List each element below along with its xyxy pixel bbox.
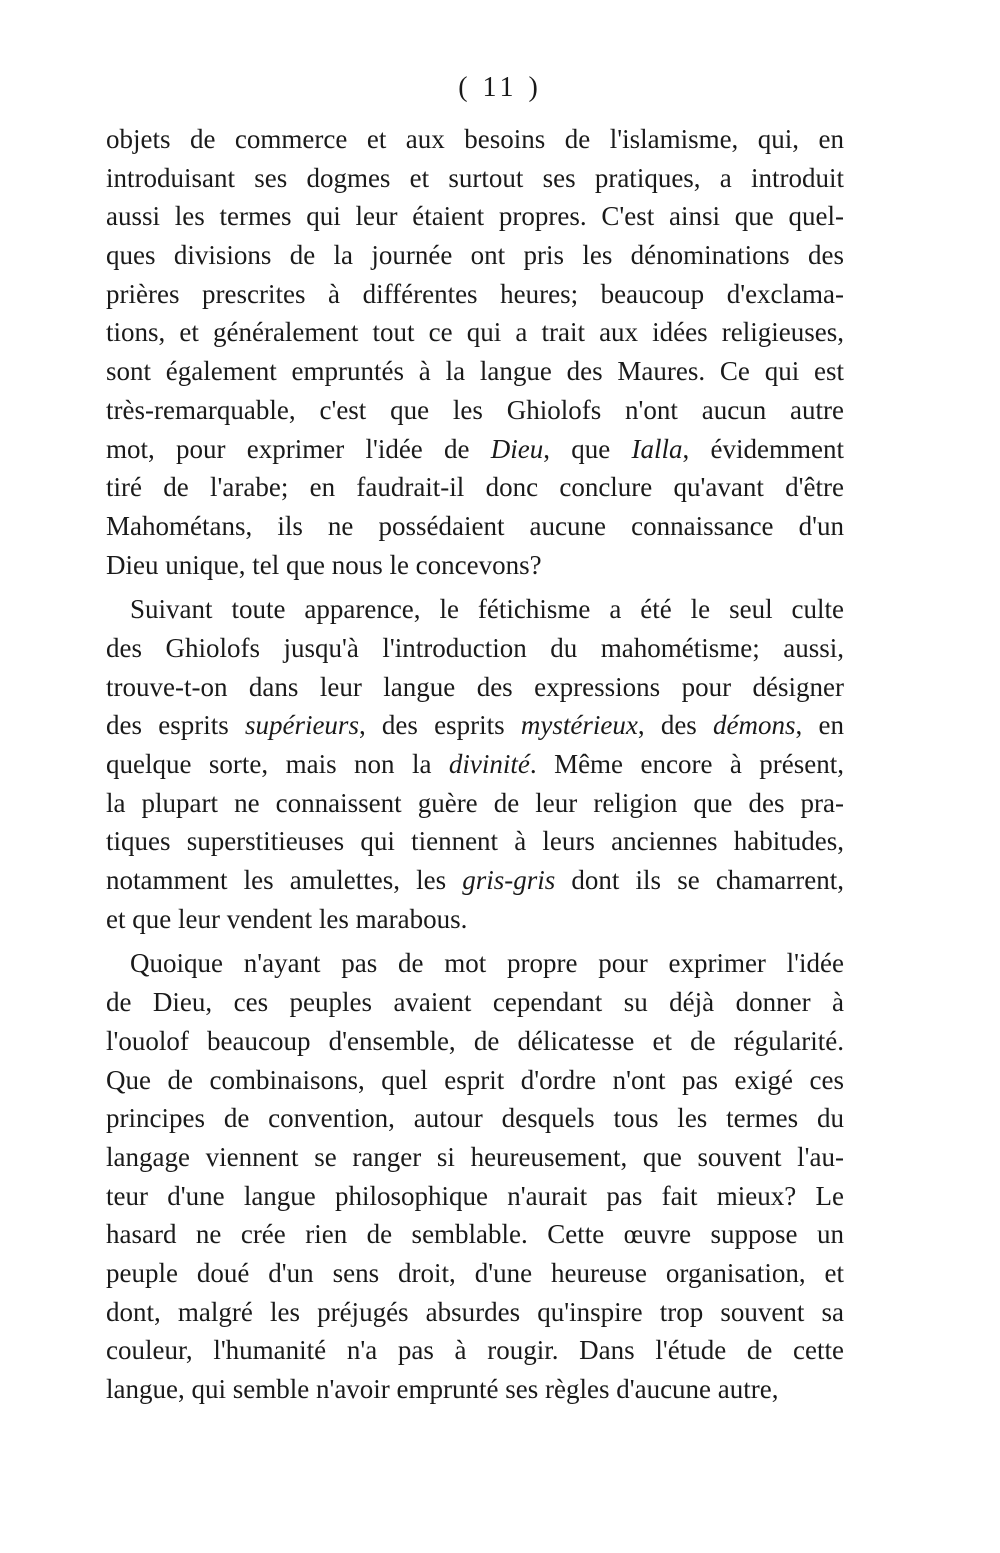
text-line: [106, 668, 844, 707]
italic-term: Dieu: [490, 433, 544, 464]
text-run: Que de combinaisons, quel esprit d'ordre n'ont pas exigé ces: [106, 1064, 844, 1095]
text-line: [106, 391, 844, 430]
text-line: [106, 159, 844, 198]
text-line: [106, 745, 844, 784]
text-line: [106, 1331, 844, 1370]
italic-term: démons: [713, 710, 796, 741]
text-line: [106, 1061, 844, 1100]
text-line: [106, 629, 844, 668]
text-line: [106, 706, 844, 745]
text-run: notamment les amulettes, les: [106, 865, 463, 896]
text-run: Quoique n'ayant pas de mot propre pour exprimer l'idée: [130, 948, 844, 979]
text-run: peuple doué d'un sens droit, d'une heureuse organisation, et: [106, 1257, 844, 1288]
text-run: tiques superstitieuses qui tiennent à leurs anciennes habitudes,: [106, 826, 844, 857]
text-run: teur d'une langue philosophique n'aurait pas fait mieux? Le: [106, 1180, 844, 1211]
text-line: [106, 313, 844, 352]
text-line: [106, 275, 844, 314]
text-run: Mahométans, ils ne possédaient aucune connaissance d'un: [106, 510, 844, 541]
text-run: langage viennent se ranger si heureusement, que souvent l'au-: [106, 1141, 844, 1172]
text-line: [106, 1215, 844, 1254]
italic-term: divinité: [448, 749, 530, 779]
text-line: [106, 236, 844, 275]
text-run: , que: [543, 433, 632, 464]
text-run: la plupart ne connaissent guère de leur religion que des pra-: [106, 787, 844, 818]
text-run: Suivant toute apparence, le fétichisme a été le seul culte: [130, 594, 844, 625]
text-run: très-remarquable, c'est que les Ghiolofs n'ont aucun autre: [106, 394, 844, 425]
text-run: ques divisions de la journée ont pris les dénominations des: [106, 240, 844, 271]
italic-term: supérieurs: [244, 710, 359, 741]
paragraph: [106, 944, 844, 1408]
text-run: des esprits: [106, 710, 245, 741]
text-line: [106, 197, 844, 236]
text-run: , des: [637, 710, 714, 741]
text-run: mot, pour exprimer l'idée de: [106, 433, 491, 464]
text-line: [106, 1254, 844, 1293]
text-run: quelque sorte, mais non la: [106, 749, 449, 779]
text-line: [106, 352, 844, 391]
text-run: et que leur vendent les marabous.: [106, 903, 468, 934]
paragraph: [106, 120, 844, 584]
text-run: de Dieu, ces peuples avaient cependant su déjà donner à: [106, 987, 844, 1018]
text-run: trouve-t-on dans leur langue des expressions pour désigner: [106, 671, 844, 702]
text-line: [106, 1293, 844, 1332]
text-line: [106, 861, 844, 900]
text-run: principes de convention, autour desquels tous les termes du: [106, 1103, 844, 1134]
text-run: tiré de l'arabe; en faudrait-il donc conclure qu'avant d'être: [106, 472, 844, 503]
text-line: [106, 1099, 844, 1138]
text-line: [106, 983, 844, 1022]
text-run: langue, qui semble n'avoir emprunté ses règles d'aucune autre,: [106, 1374, 779, 1404]
text-line: [106, 822, 844, 861]
text-line: [106, 430, 844, 469]
text-line: [106, 1138, 844, 1177]
text-run: , en: [795, 710, 845, 741]
text-run: prières prescrites à différentes heures; beaucoup d'exclama-: [106, 278, 844, 309]
text-run: l'ouolof beaucoup d'ensemble, de délicatesse et de régularité.: [106, 1025, 844, 1056]
text-line: [106, 1370, 844, 1409]
text-run: hasard ne crée rien de semblable. Cette œuvre suppose un: [106, 1219, 844, 1250]
text-run: des Ghiolofs jusqu'à l'introduction du mahométisme; aussi,: [106, 632, 844, 663]
text-line: [106, 507, 844, 546]
text-line: [106, 468, 844, 507]
text-run: . Même encore à présent,: [529, 749, 845, 779]
text-line: [106, 944, 844, 983]
text-run: couleur, l'humanité n'a pas à rougir. Dans l'étude de cette: [106, 1335, 844, 1366]
italic-term: mystérieux: [520, 710, 638, 741]
text-line: [106, 1022, 844, 1061]
paragraph: [106, 590, 844, 938]
text-run: dont ils se chamarrent,: [555, 865, 844, 896]
text-line: [106, 546, 844, 585]
text-run: introduisant ses dogmes et surtout ses pratiques, a introduit: [106, 162, 844, 193]
text-run: , des esprits: [358, 710, 521, 741]
italic-term: gris-gris: [462, 865, 556, 896]
text-line: [106, 784, 844, 823]
text-run: Dieu unique, tel que nous le concevons?: [106, 549, 542, 580]
text-line: [106, 120, 844, 159]
text-run: dont, malgré les préjugés absurdes qu'inspire trop souvent sa: [106, 1296, 844, 1327]
italic-term: Ialla: [631, 433, 683, 464]
text-run: , évidemment: [682, 433, 844, 464]
text-run: objets de commerce et aux besoins de l'islamisme, qui, en: [106, 124, 844, 154]
body-text: [106, 120, 844, 1409]
text-line: [106, 590, 844, 629]
text-run: tions, et généralement tout ce qui a trait aux idées religieuses,: [106, 317, 844, 348]
page-number: ( 11 ): [458, 72, 542, 103]
text-run: aussi les termes qui leur étaient propres. C'est ainsi que quel-: [106, 201, 844, 232]
text-run: sont également empruntés à la langue des Maures. Ce qui est: [106, 356, 844, 387]
text-line: [106, 900, 844, 939]
text-line: [106, 1177, 844, 1216]
